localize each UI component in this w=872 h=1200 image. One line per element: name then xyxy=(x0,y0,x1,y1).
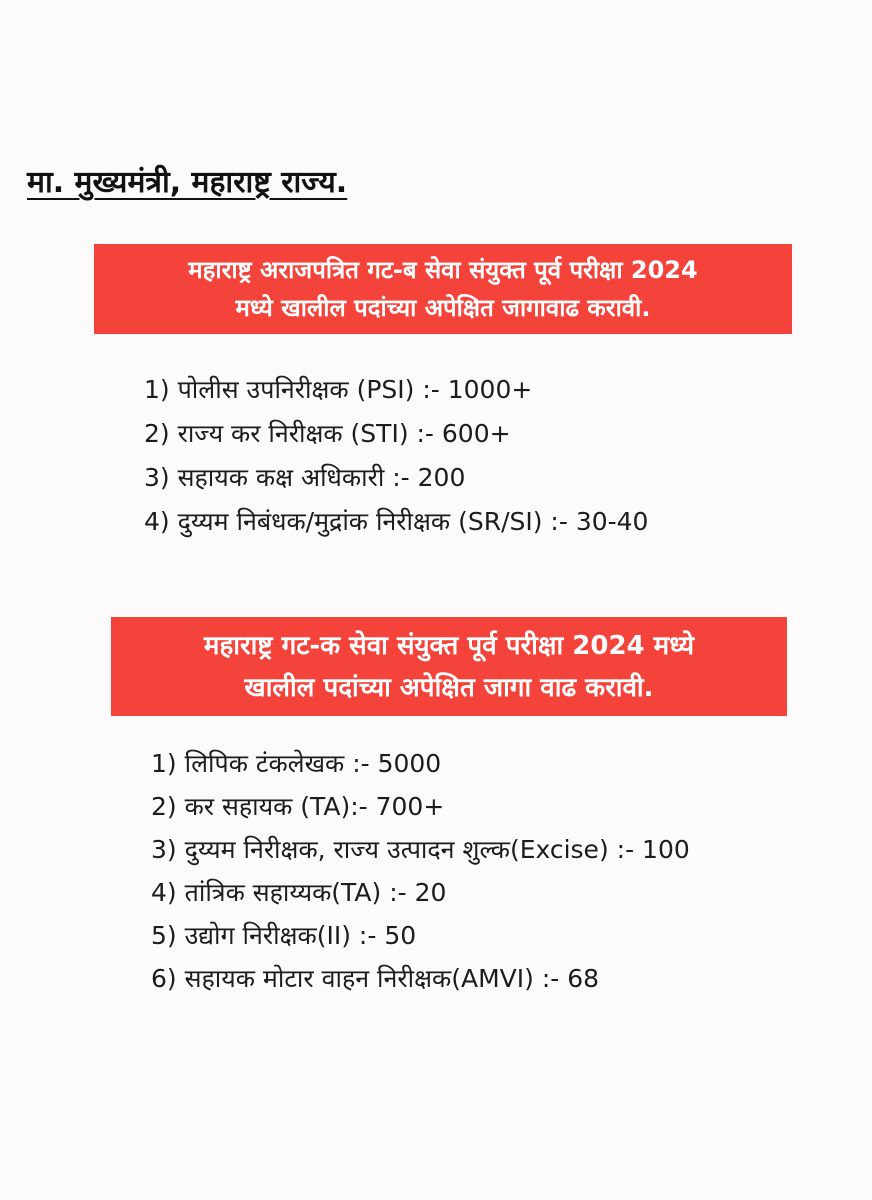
group-b-exam-banner xyxy=(94,244,792,334)
list-item: 4) तांत्रिक सहाय्यक(TA) :- 20 xyxy=(151,878,447,907)
group-c-banner-line-1: महाराष्ट्र गट-क सेवा संयुक्त पूर्व परीक्षा 2024 मध्ये xyxy=(203,630,695,661)
list-item: 2) कर सहायक (TA):- 700+ xyxy=(151,792,445,821)
list-item: 6) सहायक मोटार वाहन निरीक्षक(AMVI) :- 68 xyxy=(151,964,600,993)
list-item: 1) पोलीस उपनिरीक्षक (PSI) :- 1000+ xyxy=(144,375,533,404)
list-item: 3) सहायक कक्ष अधिकारी :- 200 xyxy=(144,463,466,492)
list-item: 1) लिपिक टंकलेखक :- 5000 xyxy=(151,749,442,778)
group-b-banner-line-2: मध्ये खालील पदांच्या अपेक्षित जागावाढ करावी. xyxy=(235,294,651,322)
group-c-banner-line-2: खालील पदांच्या अपेक्षित जागा वाढ करावी. xyxy=(244,672,654,703)
list-item: 4) दुय्यम निबंधक/मुद्रांक निरीक्षक (SR/SI) :- 30-40 xyxy=(144,507,649,536)
list-item: 2) राज्य कर निरीक्षक (STI) :- 600+ xyxy=(144,419,511,448)
list-item: 3) दुय्यम निरीक्षक, राज्य उत्पादन शुल्क(Excise) :- 100 xyxy=(151,835,690,864)
group-c-posts-list xyxy=(151,742,690,1000)
group-b-posts-list xyxy=(144,368,648,544)
group-b-banner-line-1: महाराष्ट्र अराजपत्रित गट-ब सेवा संयुक्त पूर्व परीक्षा 2024 xyxy=(188,256,698,284)
list-item: 5) उद्योग निरीक्षक(II) :- 50 xyxy=(151,921,417,950)
group-c-exam-banner xyxy=(111,617,787,716)
page-title: मा. मुख्यमंत्री, महाराष्ट्र राज्य. xyxy=(27,165,348,200)
